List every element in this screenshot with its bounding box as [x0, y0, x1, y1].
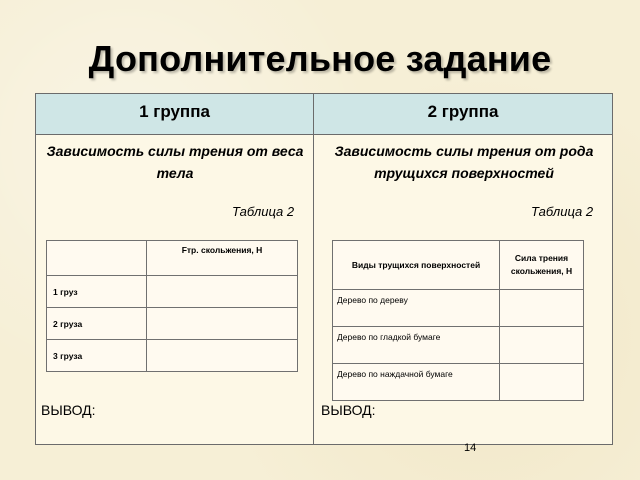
table-header-row	[47, 241, 298, 276]
page-number: 14	[464, 442, 477, 454]
input-cell[interactable]	[500, 364, 584, 401]
table-header-cell: Виды трущихся поверхностей	[333, 241, 500, 290]
table-header-cell: Сила трения скольжения, Н	[500, 241, 584, 290]
table-row	[47, 308, 298, 340]
table-header-cell: Fтр. скольжения, Н	[147, 241, 298, 276]
input-cell[interactable]	[147, 340, 298, 372]
group2-conclusion: ВЫВОД:	[321, 402, 376, 418]
group2-table-caption: Таблица 2	[531, 204, 594, 219]
input-cell[interactable]	[147, 276, 298, 308]
header-row	[36, 94, 612, 135]
group1-conclusion: ВЫВОД:	[41, 402, 96, 418]
input-cell[interactable]	[147, 308, 298, 340]
row-label: Дерево по наждачной бумаге	[333, 364, 500, 401]
row-label: Дерево по дереву	[333, 290, 500, 327]
row-label: 2 груза	[47, 308, 147, 340]
group1-label: 1 группа	[139, 102, 210, 121]
group1-table	[46, 240, 298, 372]
column-divider	[313, 94, 314, 444]
input-cell[interactable]	[500, 290, 584, 327]
main-table	[35, 93, 613, 445]
row-label: 1 груз	[47, 276, 147, 308]
table-header-row	[333, 241, 584, 290]
group1-table-caption: Таблица 2	[232, 204, 295, 219]
table-header-cell	[47, 241, 147, 276]
group2-table	[332, 240, 584, 401]
table-row	[47, 340, 298, 372]
slide-title: Дополнительное задание	[88, 38, 552, 79]
table-row	[333, 290, 584, 327]
input-cell[interactable]	[500, 327, 584, 364]
group2-topic: Зависимость силы трения от рода трущихся поверхностей	[334, 143, 594, 181]
table-row	[47, 276, 298, 308]
group1-topic: Зависимость силы трения от веса тела	[46, 143, 304, 181]
row-label: 3 груза	[47, 340, 147, 372]
group2-label: 2 группа	[427, 102, 499, 121]
table-row	[333, 364, 584, 401]
row-label: Дерево по гладкой бумаге	[333, 327, 500, 364]
table-row	[333, 327, 584, 364]
